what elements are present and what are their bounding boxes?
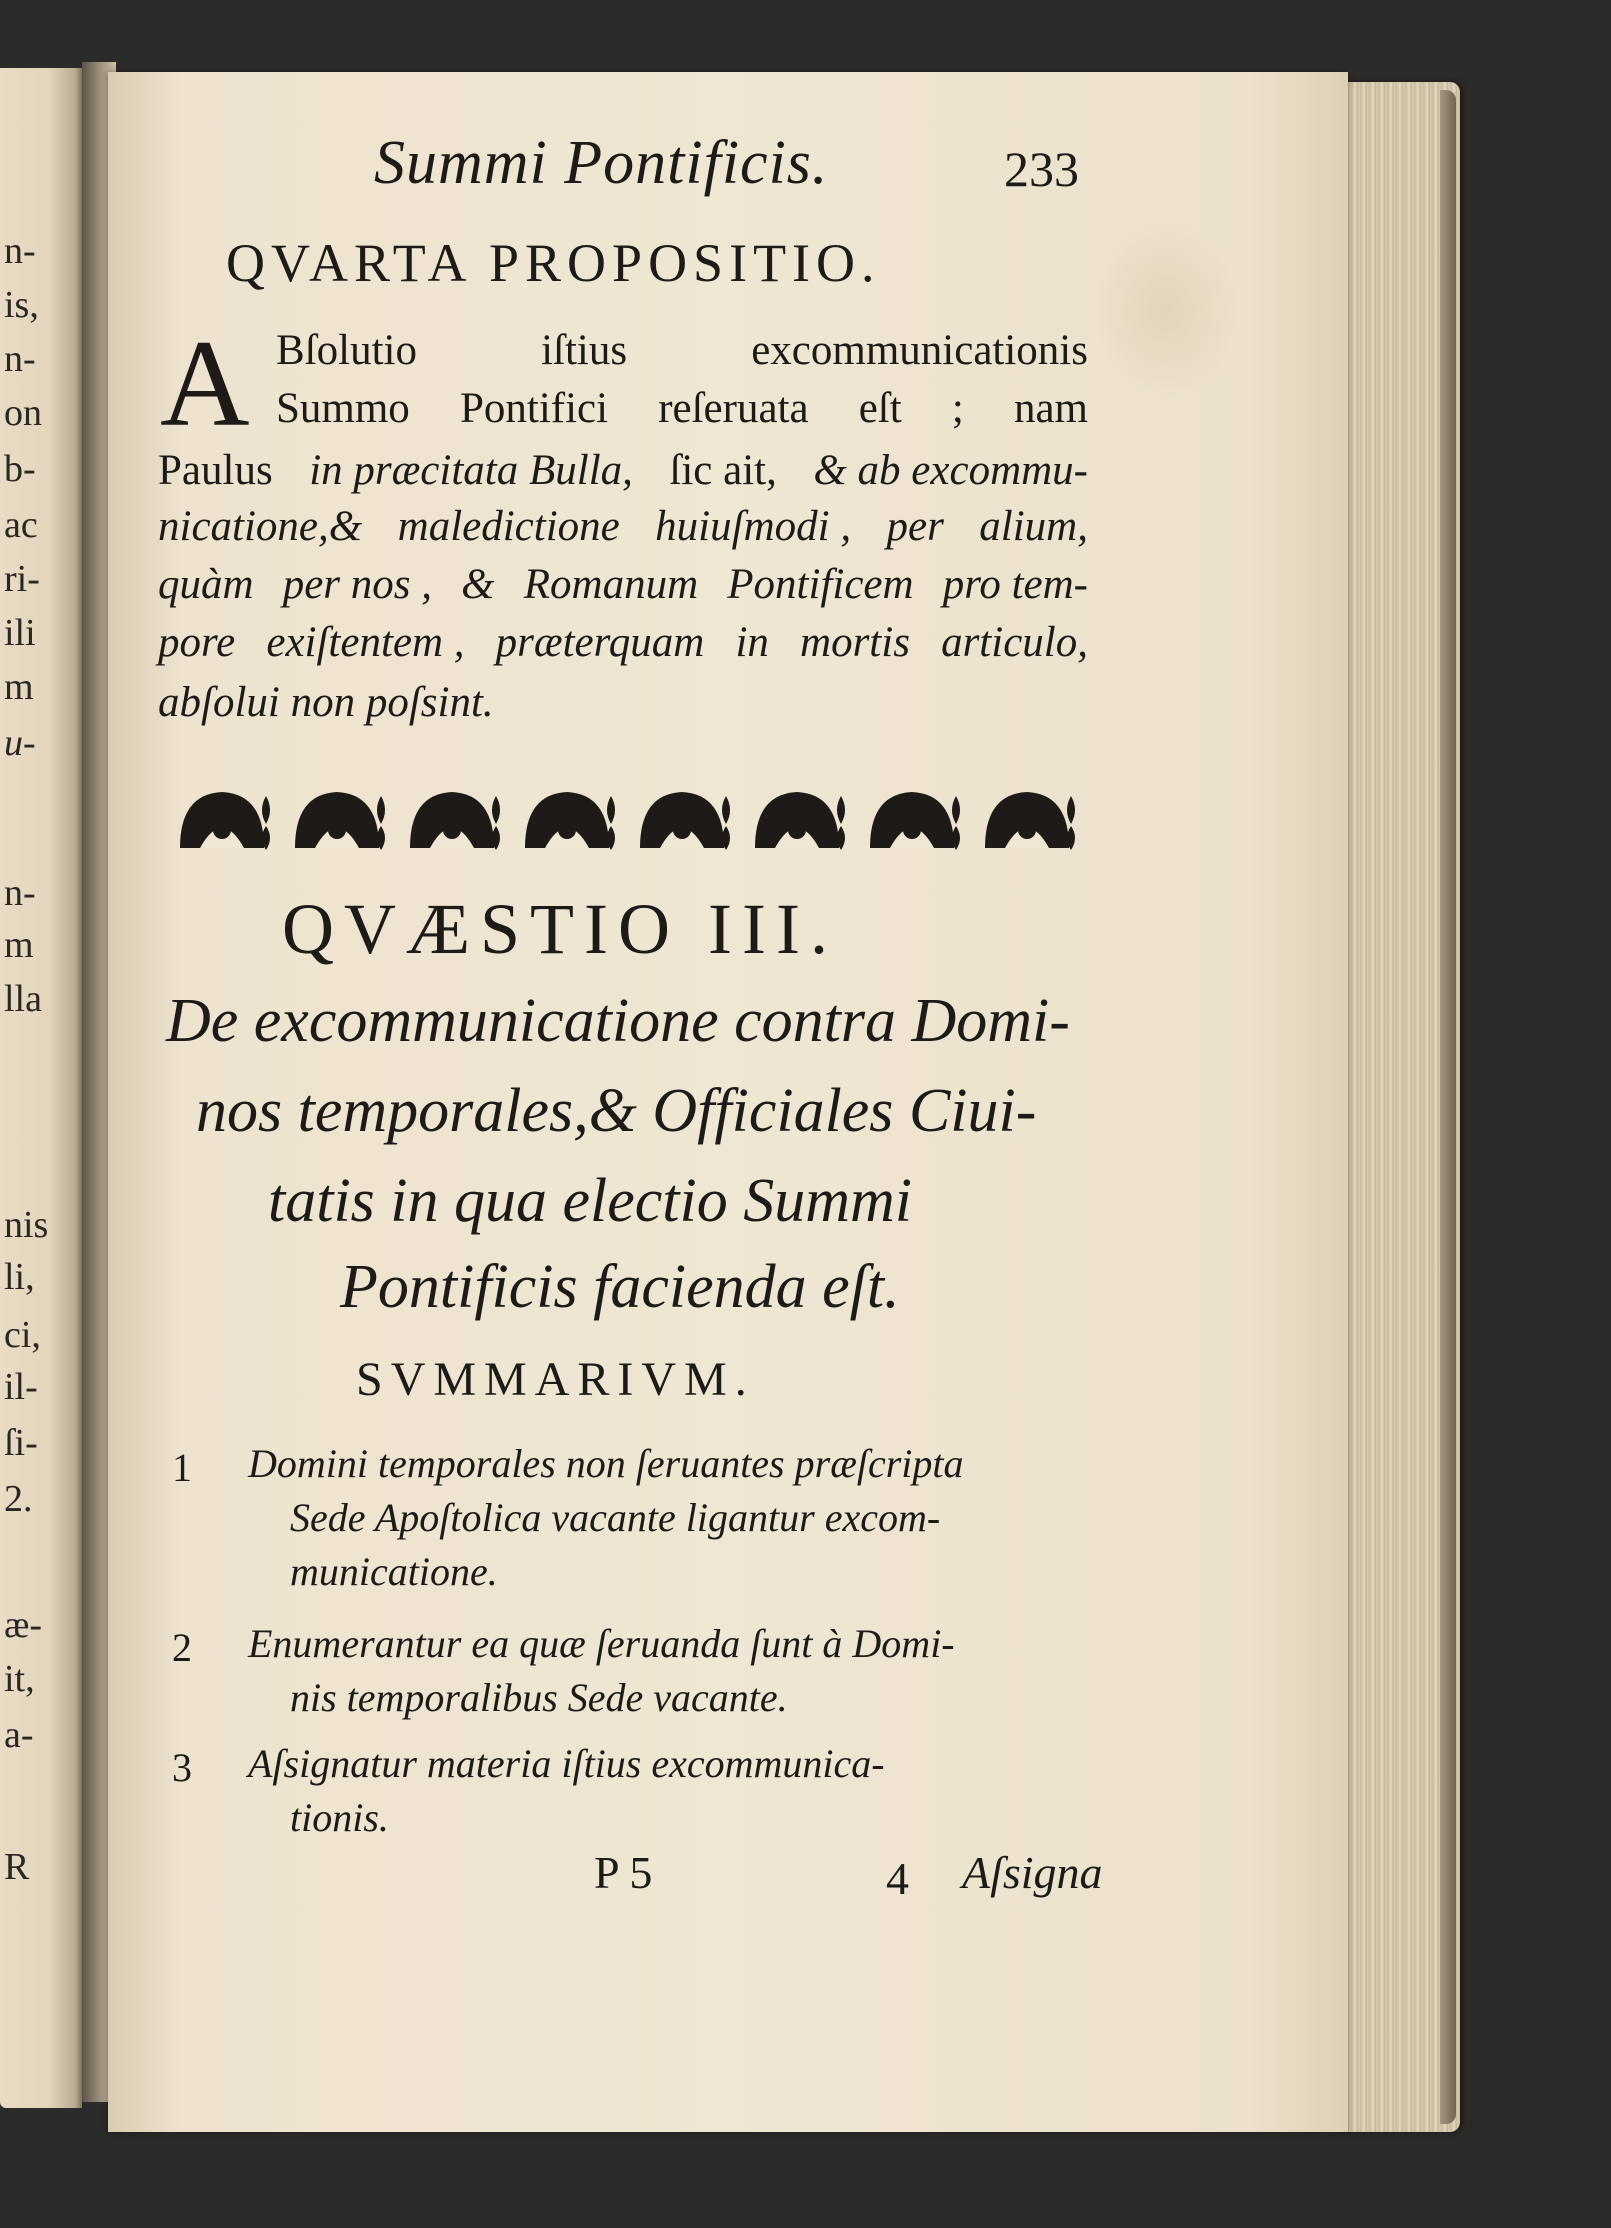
left-page-fragment: m <box>4 924 34 966</box>
word: Pontifici <box>459 385 609 432</box>
left-page-fragment: ili <box>4 612 36 654</box>
question-subtitle-line: Pontificis facienda eſt. <box>340 1253 900 1321</box>
word: excommunicationis <box>751 327 1088 374</box>
running-head: Summi Pontificis. <box>374 129 829 197</box>
word: prӕterquam <box>495 619 705 666</box>
ornament-leaf <box>1067 796 1075 850</box>
proposition-line <box>158 678 1088 727</box>
word: per <box>886 503 944 550</box>
word: & <box>461 561 495 608</box>
catch-number: 4 <box>886 1853 909 1904</box>
ornament-bud <box>903 821 921 839</box>
ornament-bud <box>673 821 691 839</box>
left-page-fragment: li, <box>4 1256 35 1298</box>
left-page-fragment: 2. <box>4 1478 33 1520</box>
catchword: Aſsigna <box>962 1847 1103 1898</box>
left-page-fragment: ac <box>4 504 38 546</box>
summary-item-line: Enumerantur ea quӕ ſeruanda ſunt à Domi- <box>248 1621 955 1666</box>
ornament-leaf <box>262 796 270 850</box>
word: ; <box>951 385 964 432</box>
left-page-fragment: b- <box>4 448 36 490</box>
question-subtitle-line: nos temporales,& Officiales Ciui- <box>196 1077 1037 1145</box>
left-page-fragment: R <box>4 1846 30 1888</box>
word: abſolui non poſsint. <box>158 679 494 726</box>
proposition-line <box>158 502 1088 551</box>
left-page-fragment: is, <box>4 284 39 326</box>
question-subtitle-line: De excommunicatione contra Domi- <box>166 987 1070 1055</box>
ornament-bud <box>443 821 461 839</box>
ornament-bud <box>788 821 806 839</box>
word: Paulus <box>158 447 273 494</box>
paper-stain <box>1090 220 1240 400</box>
word: per nos , <box>282 561 433 608</box>
question-subtitle-line: tatis in qua electio Summi <box>268 1167 913 1235</box>
proposition-line <box>158 560 1088 609</box>
left-page-fragment: it, <box>4 1658 35 1700</box>
left-page-fragment: ri- <box>4 558 40 600</box>
word: Pontificem <box>727 561 914 608</box>
left-page-fragment: æ- <box>4 1604 42 1646</box>
word: alium, <box>979 503 1088 550</box>
left-page-fragment: on <box>4 392 42 434</box>
word: mortis <box>800 619 910 666</box>
proposition-title: QVARTA PROPOSITIO. <box>226 233 881 293</box>
word: nicatione,& <box>158 503 363 550</box>
word: articulo, <box>941 619 1088 666</box>
left-page-fragment: il- <box>4 1366 38 1408</box>
word: in prӕcitata Bulla, <box>309 447 633 494</box>
word: quàm <box>158 561 254 608</box>
ornamental-band <box>160 782 1085 858</box>
summary-item-line: Aſsignatur materia iſtius excommunica- <box>248 1741 885 1786</box>
left-page-fragment: a- <box>4 1714 34 1756</box>
ornament-bud <box>328 821 346 839</box>
page-edges-shadow <box>1440 90 1456 2124</box>
proposition-line <box>276 326 1088 375</box>
ornament-leaf <box>607 796 615 850</box>
word: ſic ait, <box>669 447 777 494</box>
left-page-fragment: n- <box>4 872 36 914</box>
word: huiuſmodi , <box>655 503 852 550</box>
word: maledictione <box>397 503 620 550</box>
word: Romanum <box>523 561 699 608</box>
word: pro tem- <box>942 561 1088 608</box>
ornament-bud <box>558 821 576 839</box>
word: Bſolutio <box>276 327 417 374</box>
summary-item-line: Sede Apoſtolica vacante ligantur excom- <box>290 1495 941 1540</box>
ornament-leaf <box>837 796 845 850</box>
word: eſt <box>858 385 902 432</box>
left-page-fragment: lla <box>4 978 42 1020</box>
left-page-fragment: n- <box>4 338 36 380</box>
proposition-line <box>276 384 1088 433</box>
summary-item-line: Domini temporales non ſeruantes prӕſcripta <box>248 1441 964 1486</box>
summary-item-line: tionis. <box>290 1795 389 1840</box>
left-page-fragment: u- <box>4 722 36 764</box>
summary-item-number: 3 <box>172 1745 192 1790</box>
left-page-fragment: ci, <box>4 1314 41 1356</box>
page-number: 233 <box>1004 141 1079 197</box>
left-page-fragment: m <box>4 666 34 708</box>
left-page-fragment: nis <box>4 1204 49 1246</box>
proposition-line <box>158 446 1088 495</box>
word: reſeruata <box>658 385 809 432</box>
summary-item-line: nis temporalibus Sede vacante. <box>290 1675 788 1720</box>
ornament-leaf <box>952 796 960 850</box>
proposition-line <box>158 618 1088 667</box>
ornament-leaf <box>377 796 385 850</box>
word: in <box>735 619 769 666</box>
word: & ab excommu- <box>813 447 1088 494</box>
question-title: QVÆSTIO III. <box>282 889 838 969</box>
word: iſtius <box>541 327 628 374</box>
word: nam <box>1013 385 1088 432</box>
left-page-fragment: ſi- <box>4 1422 38 1464</box>
summary-item-number: 2 <box>172 1625 192 1670</box>
signature-mark: P 5 <box>594 1847 653 1898</box>
word: exiſtentem , <box>266 619 465 666</box>
summarium-title: SVMMARIVM. <box>356 1353 755 1406</box>
ornament-bud <box>213 821 231 839</box>
ornament-leaf <box>492 796 500 850</box>
summary-item-line: municatione. <box>290 1549 498 1594</box>
ornament-bud <box>1018 821 1036 839</box>
summary-item-number: 1 <box>172 1445 192 1490</box>
drop-cap: A <box>160 315 250 452</box>
ornament-leaf <box>722 796 730 850</box>
word: Summo <box>276 385 410 432</box>
left-page-fragment: n- <box>4 230 36 272</box>
word: pore <box>158 619 236 666</box>
